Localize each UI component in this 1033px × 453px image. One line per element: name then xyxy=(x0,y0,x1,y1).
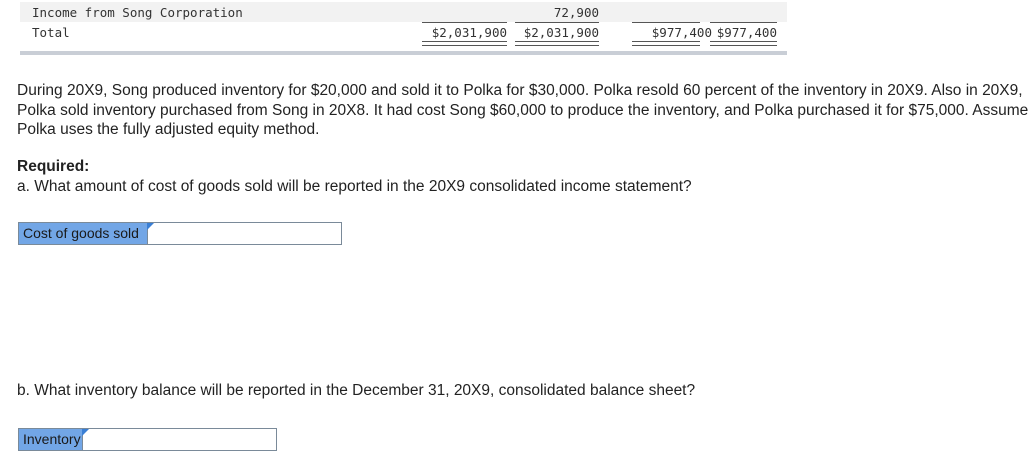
cell-credit-1: $2,031,900 xyxy=(523,25,599,40)
row-label: Income from Song Corporation xyxy=(32,5,243,20)
answer-label-inventory xyxy=(19,429,82,450)
row-label: Total xyxy=(32,25,70,40)
inventory-input[interactable] xyxy=(82,429,276,450)
answer-row-cost-of-goods-sold xyxy=(18,222,342,245)
cell-credit-2: $977,400 xyxy=(716,25,777,40)
cost-of-goods-sold-input[interactable] xyxy=(147,223,341,244)
sum-rule xyxy=(632,22,700,23)
sum-rule xyxy=(710,22,777,23)
total-double-rule xyxy=(632,41,700,46)
answer-label-cost-of-goods-sold xyxy=(19,223,147,244)
answer-row-inventory xyxy=(18,428,277,451)
answer-label-text: Inventory xyxy=(23,431,81,447)
required-heading: Required: xyxy=(17,158,90,175)
answer-label-text: Cost of goods sold xyxy=(23,225,139,241)
flag-marker-icon xyxy=(82,429,89,436)
total-double-rule xyxy=(710,41,777,46)
table-row-income-from-song xyxy=(20,2,787,22)
financial-table xyxy=(20,0,787,48)
table-row-total xyxy=(20,22,787,42)
cell-debit-1: $2,031,900 xyxy=(431,25,507,40)
cell-debit-2: $977,400 xyxy=(651,25,712,40)
question-a: a. What amount of cost of goods sold will be reported in the 20X9 consolidated income statement? xyxy=(17,178,692,195)
flag-marker-icon xyxy=(147,223,154,230)
table-bottom-divider xyxy=(20,51,787,55)
total-double-rule xyxy=(422,41,507,46)
total-double-rule xyxy=(515,41,599,46)
sum-rule xyxy=(422,22,507,23)
cell-credit-1: 72,900 xyxy=(553,5,599,20)
question-b: b. What inventory balance will be reported in the December 31, 20X9, consolidated balance sheet? xyxy=(17,382,696,399)
problem-text: During 20X9, Song produced inventory for $20,000 and sold it to Polka for $30,000. Polka resold 60 percent of the inventory in 20X9. Also in 20X9, Polka sold inventory purchased from Song in 20X8. It had cost Song $60,000 to produce the inventory, and Polka purchased it for $75,000. Assume Polka uses the fully adjusted equity method. xyxy=(17,82,1029,138)
sum-rule xyxy=(515,22,599,23)
